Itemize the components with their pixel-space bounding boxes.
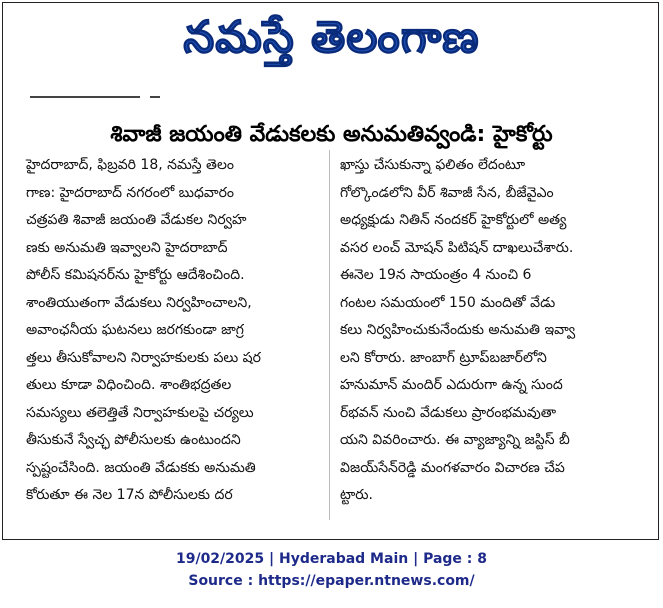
article-line: ఈనెల 19న సాయంత్రం 4 నుంచి 6 bbox=[340, 267, 532, 283]
masthead-rule bbox=[30, 96, 140, 102]
article-column-right bbox=[340, 152, 640, 510]
article-line: హనుమాన్ మందిర్ ఎదురుగా ఉన్న సుంద bbox=[340, 377, 563, 393]
article-line: గంటల సమయంలో 150 మందితో వేడు bbox=[340, 294, 556, 311]
article-line: గోల్కొండలోని వీర్ శివాజీ సేన, బీజేవైఎం bbox=[340, 184, 554, 201]
article-line: యని వివరించారు. ఈ వ్యాజ్యాన్ని జస్టిస్ బీ bbox=[340, 432, 570, 448]
article-line: అవాంఛనీయ ఘటనలు జరగకుండా జాగ్ర bbox=[26, 322, 244, 338]
article-line: హైదరాబాద్, ఫిబ్రవరి 18, నమస్తే తెలం bbox=[26, 157, 234, 173]
article-line: చత్రపతి శివాజీ జయంతి వేడుకల నిర్వహ bbox=[26, 212, 247, 228]
article-line: ణకు అనుమతి ఇవ్వాలని హైదరాబాద్ bbox=[26, 239, 228, 256]
article-line: ఖాస్తు చేసుకున్నా ఫలితం లేదంటూ bbox=[340, 157, 526, 173]
masthead-title: నమస్తే తెలంగాణ bbox=[183, 12, 480, 63]
article-line: పోలీస్ కమిషనర్‌ను హైకోర్టు ఆదేశించింది. bbox=[26, 267, 245, 283]
footer-source: Source : https://epaper.ntnews.com/ bbox=[188, 573, 475, 589]
article-line: విజయ్‌సేన్‌రెడ్డి మంగళవారం విచారణ చేప bbox=[340, 459, 565, 476]
article-line: స్పష్టంచేసింది. జయంతి వేడుకకు అనుమతి bbox=[26, 459, 256, 476]
article-line: వసర లంచ్ మోషన్ పిటిషన్ దాఖలుచేశారు. bbox=[340, 239, 574, 256]
article-line: సమస్యలు తలెత్తితే నిర్వాహకులపై చర్యలు bbox=[26, 404, 254, 421]
masthead-rule-small bbox=[150, 96, 160, 102]
article-line: శాంతియుతంగా వేడుకలు నిర్వహించాలని, bbox=[26, 294, 252, 311]
footer-date-edition: 19/02/2025 | Hyderabad Main | Page : 8 bbox=[175, 551, 488, 567]
article-line: తులు కూడా విధించింది. శాంతిభద్రతల bbox=[26, 377, 232, 393]
newspaper-masthead bbox=[0, 8, 663, 68]
column-divider bbox=[329, 150, 330, 520]
article-line: లని కోరారు. జాంబాగ్ ట్రూప్‌బజార్‌లోని bbox=[340, 349, 547, 366]
article-line: తీసుకునే స్వేచ్ఛ పోలీసులకు ఉంటుందని bbox=[26, 432, 241, 448]
article-line: త్తలు తీసుకోవాలని నిర్వాహకులకు పలు షర bbox=[26, 349, 261, 366]
article-line: ట్టారు. bbox=[340, 487, 373, 503]
article-line: అధ్యక్షుడు నితిన్ నందకర్ హైకోర్టులో అత్య bbox=[340, 212, 567, 228]
clipping-footer bbox=[0, 548, 663, 592]
article-column-left bbox=[26, 152, 326, 510]
article-line: కలు నిర్వహించుకునేందుకు అనుమతి ఇవ్వా bbox=[340, 322, 576, 338]
article-line: గాణ: హైదరాబాద్ నగరంలో బుధవారం bbox=[26, 184, 234, 201]
article-line: కోరుతూ ఈ నెల 17న పోలీసులకు దర bbox=[26, 487, 233, 503]
article-line: ర్‌భవన్ నుంచి వేడుకలు ప్రారంభమవుతా bbox=[340, 404, 557, 421]
article-headline: శివాజీ జయంతి వేడుకలకు అనుమతివ్వండి: హైకోర్టు bbox=[110, 122, 553, 147]
